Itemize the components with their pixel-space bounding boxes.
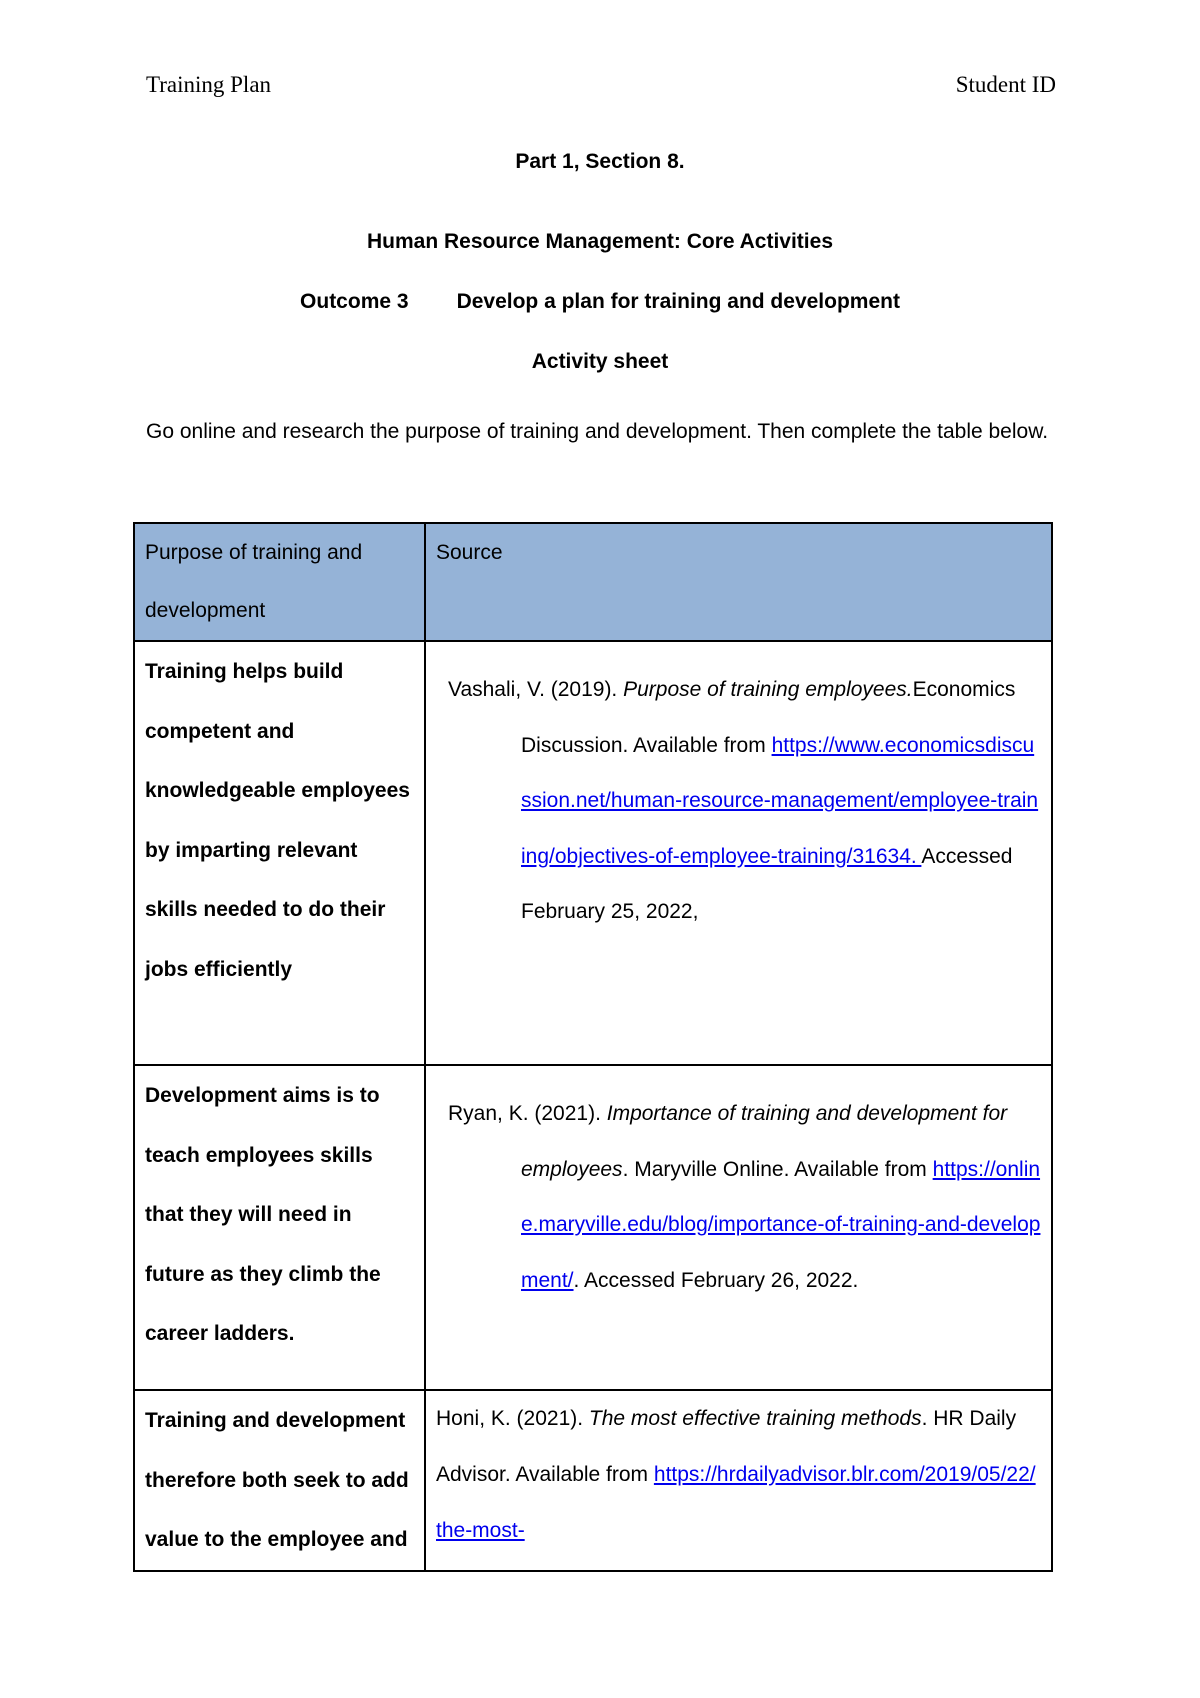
- source-cell: [425, 641, 1052, 1065]
- header-source: Source: [425, 523, 1052, 641]
- ref-accessed: . Accessed February 26, 2022.: [573, 1268, 859, 1292]
- purpose-cell: Training helps build competent and knowledgeable employees by imparting relevant skills needed to do their jobs efficiently: [134, 641, 425, 1065]
- purpose-table: [133, 522, 1053, 1572]
- header-purpose: Purpose of training and development: [134, 523, 425, 641]
- ref-publisher: Economics Discussion. Available from: [521, 678, 1016, 757]
- ref-author: Honi, K. (2021).: [436, 1407, 589, 1430]
- ref-title: Purpose of training employees.: [623, 678, 913, 701]
- ref-link[interactable]: https://hrdailyadvisor.blr.com/2019/05/22/the-most-: [436, 1463, 1036, 1542]
- ref-accessed: Accessed February 25, 2022,: [521, 844, 1013, 923]
- instructions: Go online and research the purpose of training and development. Then complete the table below.: [146, 420, 1049, 443]
- outcome-label: Outcome 3: [300, 290, 409, 313]
- ref-title: The most effective training methods: [588, 1407, 922, 1430]
- source-cell: [425, 1065, 1052, 1390]
- ref-author: Vashali, V. (2019).: [448, 678, 624, 701]
- ref-publisher: . Maryville Online. Available from: [622, 1157, 933, 1181]
- header-left: Training Plan: [146, 72, 272, 97]
- ref-author: Ryan, K. (2021).: [448, 1102, 607, 1125]
- reference: [436, 1066, 1041, 1308]
- ref-publisher: . HR Daily Advisor. Available from: [436, 1407, 1017, 1486]
- activity-sheet-title: Activity sheet: [531, 350, 669, 373]
- purpose-cell: Development aims is to teach employees skills that they will need in future as they climb the career ladders.: [134, 1065, 425, 1390]
- part-section-title: Part 1, Section 8.: [515, 150, 685, 173]
- table-row: [134, 1065, 1052, 1390]
- ref-link[interactable]: https://online.maryville.edu/blog/importance-of-training-and-development/: [521, 1157, 1041, 1292]
- table-row: [134, 641, 1052, 1065]
- purpose-cell: Training and development therefore both seek to add value to the employee and: [134, 1390, 425, 1571]
- table-header-row: [134, 523, 1052, 641]
- ref-title: Importance of training and development for employees: [521, 1102, 1008, 1181]
- outcome-line: [0, 290, 1200, 314]
- reference: [436, 642, 1041, 940]
- header-right: Student ID: [955, 72, 1056, 97]
- reference: [436, 1391, 1041, 1559]
- ref-link[interactable]: https://www.economicsdiscussion.net/human-resource-management/employee-training/objectives-of-employee-training/31634.: [521, 733, 1039, 868]
- table-row: [134, 1390, 1052, 1571]
- course-title: Human Resource Management: Core Activities: [366, 230, 833, 253]
- outcome-text: Develop a plan for training and development: [456, 290, 900, 313]
- source-cell: [425, 1390, 1052, 1571]
